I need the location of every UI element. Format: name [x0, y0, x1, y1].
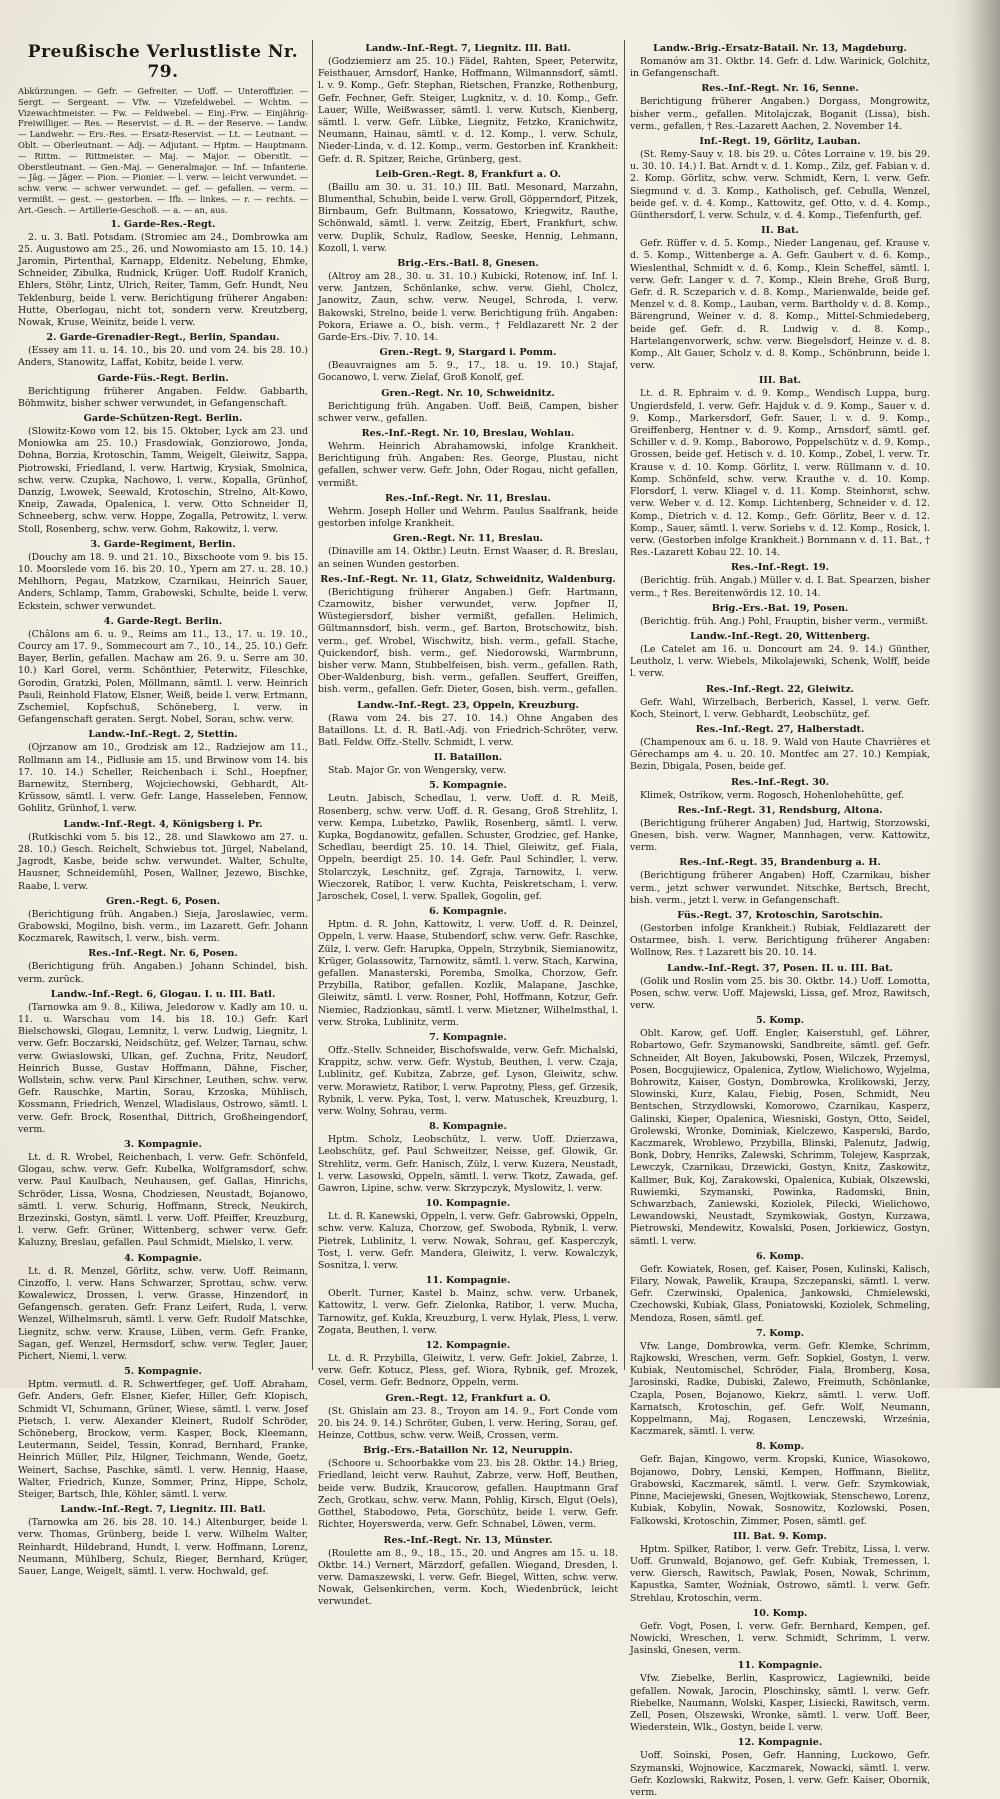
unit-heading: Landw.-Inf.-Regt. 7, Liegnitz. III. Batl.: [365, 43, 571, 54]
unit-heading: 5. Komp.: [755, 1015, 805, 1027]
unit-heading: 4. Kompagnie.: [124, 1252, 202, 1264]
casualty-entry: Klimek, Ostrikow, verm. Rogosch, Hohenlohehütte, gef.: [640, 789, 905, 801]
unit-heading: 4. Garde-Regt. Berlin.: [103, 615, 223, 627]
casualty-entry: Gefr. Vogt, Posen, l. verw. Gefr. Bernhard, Kempen, gef. Nowicki, Wreschen, l. verw. Schmidt, Schrimm, l. verw. Jasinski, Gnesen, verm.: [630, 1620, 930, 1657]
unit-heading: Brig.-Ers.-Batl. 8, Gnesen.: [397, 258, 539, 270]
unit-heading: 10. Kompagnie.: [425, 1198, 511, 1210]
unit-heading: 10. Komp.: [752, 1607, 808, 1619]
casualty-entry: Offz.-Stellv. Schneider, Bischofswalde, verw. Gefr. Michalski, Krappitz, schw. verw. Gefr. Wystub, Beuthen, l. verw. Czaja, Lublinitz, gef. Kubitza, Zabrze, gef. Lyson, Gleiwitz, schw. verw. Morawietz, Ratibor, l. verw. Paprotny, Pless, gef. Grzesik, Rybnik, l. verw. Pyka, Tost, l. verw. Matuschek, Kreuzburg, l. verw. Wolny, Sohrau, verm.: [318, 1045, 619, 1118]
unit-heading: Res.-Inf.-Regt. 27, Halberstadt.: [695, 723, 865, 735]
casualty-entry: Gefr. Kowiatek, Rosen, gef. Kaiser, Posen, Kulinski, Kalisch, Filary, Nowak, Pawelik, Kraupa, Szczepanski, sämtl. l. verw. Gefr. Czerwinski, Opalenica, Jankowski, Chmielewski, Czechowski, Kubiak, Glass, Poniatowski, Koziolek, Schmeling, Mendoza, Rosen, sämtl. gef.: [630, 1263, 930, 1324]
casualty-entry: (Golik und Roslin vom 25. bis 30. Oktbr. 14.) Uoff. Lomotta, Posen, schw. verw. Uoff. Majewski, Lissa, gef. Mroz, Rawitsch, verw.: [630, 975, 930, 1011]
unit-heading: Res.-Inf.-Regt. Nr. 6, Posen.: [88, 948, 238, 960]
casualty-entry: (Slowitz-Kowo vom 12. bis 15. Oktober, Lyck am 23. und Moniowka am 25. 10.) Frasdowiak, Gonziorowo, Jonda, Dohna, Borzia, Krotoschin, Tamm, Weigelt, Gleiwitz, Sappa, Piotrowski, Friedland, l. verw. Hartwig, Krysiak, Smolnica, schw. verw. Czupka, Nachowo, l. verw., Kopalla, Grünhof, Danzig, Lwowek, Seewald, Krotoschin, Strelno, Alt-Kowo, Kneip, Zawada, Opalenica, l. verw. Otto Schneider II, Schneeberg, schw. verw. Hoppe, Zogalla, Petrowitz, l. verw. Stoll, Rosenberg, schw. verw. Gohm, Rakowitz, l. verw.: [18, 426, 308, 535]
unit-heading: Füs.-Regt. 37, Krotoschin, Sarotschin.: [677, 909, 883, 921]
casualty-entry: (Baillu am 30. u. 31. 10.) III. Batl. Mesonard, Marzahn, Blumenthal, Schubin, beide l. verw. Groll, Göpperndorf, Pitzek, Birnbaum, Gefr. Bultmann, Kossatowo, Kriegwitz, Rauthe, Schönwald, sämtl. l. verw. Zeitzig, Ebert, Frankfurt, schw. verw. Duplik, Schulz, Radlow, Seeske, Hennig, Lehmann, Kozoll, l. verw.: [318, 181, 618, 254]
casualty-entry: 2. u. 3. Batl. Potsdam. (Stromiec am 24., Dombrowka am 25. Augustowo am 25., 26. und Nowomiasto am 15. 10. 14.) Jaromin, Pirtenthal, Karnapp, Eldenitz. Nebelung, Ehmke, Schneider, Zibulka, Rudnick, Krüger. Uoff. Rudolf Kranich, Ehlers, Stöhr, Lintz, Ulrich, Reiter, Tamm, Gefr. Hundt, Neu Teklenburg, beide l. verw. Berichtigung früherer Angaben: Hutte, Oberlogau, nicht tot, sondern verw. Kreutzberg, Nowak, Kruse, Weinitz, beide l. verw.: [18, 231, 308, 328]
unit-heading: Res.-Inf.-Regt. 22, Gleiwitz.: [705, 683, 854, 695]
casualty-entry: (Beauvraignes am 5. 9., 17., 18. u. 19. 10.) Stajaf, Gocanowo, l. verw. Zielaf, Groß Konolf, gef.: [318, 360, 618, 384]
casualty-entry: Romanów am 31. Oktbr. 14. Gefr. d. Ldw. Warinick, Golchitz, in Gefangenschaft.: [630, 56, 930, 80]
unit-heading: Res.-Inf.-Regt. Nr. 11, Glatz, Schweidnitz, Waldenburg.: [320, 573, 616, 585]
unit-heading: 11. Kompagnie.: [737, 1660, 823, 1672]
casualty-entry: Gefr. Rüffer v. d. 5. Komp., Nieder Langenau, gef. Krause v. d. 5. Komp., Wittenberge a. A. Gefr. Gaubert v. d. 6. Komp., Wieslenthal, Schmidt v. d. 6. Komp., Klein Scheffel, sämtl. l. verw. Gefr. Langer v. d. 7. Komp., Klein Brehe, Groß Burg, Gefr. d. R. Sczeparich v. d. 8. Komp., Marienwalde, beide gef. Menzel v. d. 8. Komp., Lauban, verm. Bartholdy v. d. 8. Komp., Bärengrund, Weiner v. d. 8. Komp., Mittel-Schmiedeberg, beide gef. Gefr. d. R. Ludwig v. d. 8. Komp., Hartelangenvorwerk, schw. verw. Biegelsdorf, Heinze v. d. 8. Komp., Alt Gauer, Scholz v. d. 8. Komp., Schönbrunn, beide l. verw.: [630, 238, 930, 372]
casualty-entry: Wehrm. Heinrich Abrahamowski, infolge Krankheit. Berichtigung früh. Angaben: Res. George, Plustau, nicht gefallen, schwer verw. Gefr. John, Oder Rogau, nicht gefallen, vermißt.: [318, 441, 618, 489]
casualty-entry: Leutn. Jabisch, Schedlau, l. verw. Uoff. d. R. Meiß, Rosenberg, schw. verw. Uoff. d. R. Gesang, Groß Strehlitz, l. verw. Kempa, Lubetzko, Pawlik, Rosenberg, sämtl. l. verw. Kupka, Bogdanowitz, gefallen. Schuster, Grodziec, gef. Hanke, Schedlau, beerdigt 25. 10. 14. Thiel, Gleiwitz, gef. Fiala, Oppeln, beerdigt 25. 10. 14. Gefr. Paul Schindler, l. verw. Stolarczyk, Leschnitz, gef. Zgraja, Tarnowitz, l. verw. Wieczorek, Ratibor, l. verw. Kuchta, Peiskretscham, l. verw. Jaroschek, Cosel, l. verw. Spallek, Gogolin, gef.: [318, 793, 618, 902]
casualty-entry: (Berichtigung früh. Angaben.) Sieja, Jaroslawiec, verm. Grabowski, Mogilno, bish. verm., im Lazarett. Gefr. Johann Koczmarek, Rawitsch, l. verw., bish. verm.: [18, 908, 308, 945]
unit-heading: Gren.-Regt. Nr. 10, Schweidnitz.: [381, 387, 555, 399]
casualty-entry: (Gestorben infolge Krankheit.) Rubiak, Feldlazarett der Ostarmee, bish. l. verw. Berichtigung früherer Angaben: Wollnow, Res. † Lazarett bis 20. 10. 14.: [630, 922, 930, 959]
casualty-entry: Uoff. Soinski, Posen, Gefr. Hanning, Luckowo, Gefr. Szymanski, Wojnowice, Kaczmarek, Nowacki, sämtl. l. verw. Gefr. Kozlowski, Rakwitz, Posen, l. verw. Gefr. Kaiser, Obornik, verm.: [630, 1750, 930, 1798]
abbreviations-legend: Abkürzungen. — Gefr. — Gefreiter. — Uoff. — Unteroffizier. — Sergt. — Sergeant. — Vfw. — Vizefeldwebel. — Wchtm. — Vizewachtmeister. — Fw. — Feldwebel. — Einj.-Frw. — Einjährig-Freiwilliger. — Res. — Reservist. — d. R. — der Reserve. — Landw. — Landwehr. — Ers.-Res. — Ersatz-Reservist. — Lt. — Leutnant. — Oblt. — Oberleutnant. — Adj. — Adjutant. — Hptm. — Hauptmann. — Rittm. — Rittmeister. — Maj. — Major. — Oberstlt. — Oberstleutnant. — Gen.-Maj. — Generalmajor. — Inf. — Infanterie. — Jäg. — Jäger. — Pion. — Pionier. — l. verw. — leicht verwundet. — schw. verw. — schwer verwundet. — gef. — gefallen. — verm. — vermißt. — gest. — gestorben. — Ifb. — linkes. — r. — rechts. — Art.-Gesch. — Artillerie-Geschoß. — a. — an, aus.: [18, 86, 308, 215]
casualty-entry: Oblt. Karow, gef. Uoff. Engler, Kaiserstuhl, gef. Löhrer, Robartowo, Gefr. Szymanowski, Sandbreite, sämtl. gef. Gefr. Schneider, Alt Boyen, Jakubowski, Posen, Wilczek, Przemysl, Posen, Bocgujiewicz, Opalenica, Zytlow, Wielichowo, Wyjelma, Bohrowitz, Kaiser, Gostyn, Dombrowka, Krolikowski, Jerzy, Slowinski, Kurz, Kalau, Fiebig, Posen, Schmidt, Neu Bentschen, Strzydlowski, Komorowo, Czarnikau, Kasperz, Galinski, Kieper, Opalenica, Wiesniski, Gostyn, Otto, Seidel, Grolewski, Wronke, Dominiak, Kielczewo, Kasperski, Bardo, Kaczmarek, Wroblewo, Przybilla, Blinski, Palenutz, Jadwig, Bonk, Dobry, Henriks, Zalewski, Schrimm, Tolejew, Kasprzak, Lewczyk, Czarnikau, Drzewicki, Gostyn, Knitz, Zaskowitz, Kallmer, Buk, Koj, Zarakowski, Opalenica, Kubiak, Olszewski, Ruwiemki, Szymanski, Powinka, Radomski, Bnin, Schwarzbach, Zaniewski, Koziolek, Pilecki, Wielichowo, Lewandowski, Neustadt, Szymkowiak, Gostyn, Kurzawa, Pietrowski, Mendewitz, Kowalski, Posen, Jorkiewicz, Gostyn, sämtl. l. verw.: [630, 1028, 930, 1247]
casualty-entry: (Champenoux am 6. u. 18. 9. Wald von Haute Chavrières et Gérechamps am 4. u. 20. 10. Montfec am 27. 10.) Kempiak, Bezin, Dbigala, Posen, beide gef.: [630, 736, 930, 773]
unit-heading: 7. Kompagnie.: [429, 1032, 507, 1043]
casualty-entry: (Godziemierz am 25. 10.) Fädel, Rahten, Speer, Peterwitz, Feisthauer, Arnsdorf, Hanke, Hoffmann, Wilmannsdorf, sämtl. l. v. 9. Komp., Gefr. Stephan, Rietschen, Franzke, Rothenburg, Gefr. Fechner, Gefr. Steiger, Lugknitz, v. d. 10. Komp., Gefr. Lauer, Wille, Weißwasser, sämtl. l. verw. Kutsch, Kienberg, sämtl. l. verw. Gefr. Lübke, Liegnitz, Fetzko, Kranichwitz, Neumann, Hainau, sämtl. v. d. 12. Komp., l. verw. Schulz, Nieder-Linda, v. d. 12. Komp., verm. Gestorben inf. Krankheit: Gefr. d. R. Spitzer, Reiche, Grünberg, gest.: [318, 56, 618, 165]
casualty-entry: Lt. d. R. Przybilla, Gleiwitz, l. verw. Gefr. Jokiel, Zabrze, l. verw. Gefr. Kotucz, Pless, gef. Wiora, Rybnik, gef. Mrozek, Cosel, verm. Gefr. Bednorz, Oppeln, verm.: [318, 1353, 618, 1389]
casualty-entry: Oberlt. Turner, Kastel b. Mainz, schw. verw. Urbanek, Kattowitz, l. verw. Gefr. Zielonka, Ratibor, l. verw. Mucha, Tarnowitz, gef. Kukla, Kreuzburg, l. verw. Hylak, Pless, l. verw. Zogata, Beuthen, l. verw.: [318, 1288, 618, 1336]
column-2: [318, 40, 619, 1608]
unit-heading: 7. Komp.: [755, 1327, 805, 1339]
casualty-entry: Vfw. Lange, Dombrowka, verm. Gefr. Klemke, Schrimm, Rajkowski, Wreschen, verm. Gefr. Sopkiel, Gostyn, l. verw. Kubiak, Neutomischel, Schröder, Fiala, Bromberg, Kosa, Jarosinski, Radke, Dubiski, Zalewo, Freimuth, Schönlanke, Czapla, Posen, Bojanowo, Kiekrz, sämtl. l. verw. Uoff. Karnatsch, Krotoschin, gef. Gefr. Wolf, Neumann, Koppelmann, Maj, Rogasen, Lenczewski, Września, Kaczmarek, sämtl. l. verw.: [630, 1340, 930, 1438]
casualty-entry: Hptm. Spilker, Ratibor, l. verw. Gefr. Trebitz, Lissa, l. verw. Uoff. Grunwald, Bojanowo, gef. Gefr. Kubiak, Tremessen, l. verw. Giersch, Rawitsch, Pawlak, Posen, Nowak, Schrimm, Kapustka, Samter, Woźniak, Ostrowo, sämtl. l. verw. Gefr. Strehlau, Krotoschin, verm.: [630, 1543, 930, 1604]
unit-heading: Res.-Inf.-Regt. Nr. 16, Senne.: [701, 83, 859, 95]
casualty-entry: Berichtigung früherer Angaben.) Dorgass, Mongrowitz, bisher verm., gefallen. Mitolajczak, Boganit (Lissa), bish. verm., gefallen, † Res.-Lazarett Aachen, 2. November 14.: [630, 96, 930, 132]
unit-heading: Garde-Schützen-Regt. Berlin.: [83, 413, 243, 424]
unit-heading: III. Bat. 9. Komp.: [733, 1530, 827, 1542]
unit-heading: Landw.-Inf.-Regt. 20, Wittenberg.: [690, 630, 870, 642]
casualty-entry: (Berichtigung früh. Angaben.) Johann Schindel, bish. verm. zurück.: [18, 961, 308, 985]
casualty-entry: (St. Remy-Sauy v. 18. bis 29. u. Côtes Lorraine v. 19. bis 29. u. 30. 10. 14.) I. Bat. Arndt v. d. 1. Komp., Zilz, gef. Fabian v. d. 2. Komp. Görlitz, schw. verw. Schmidt, Kern, l. verw. Gefr. Siegmund v. d. 3. Komp., Katholisch, gef. Cebulla, Wenzel, beide gef. v. d. 4. Komp., Kattowitz, gef. Otto, v. d. 4. Komp., Günthersdorf, l. verw. Schulz, v. d. 4. Komp., Tiefenfurth, gef.: [630, 149, 930, 222]
casualty-entry: (Roulette am 8., 9., 18., 15., 20. und Angres am 15. u. 18. Oktbr. 14.) Vernert, Märzdorf, gefallen. Wiegand, Dresden, l. verw. Damaszewski, l. verw. Gefr. Biegel, Witten, schw. verw. Nowak, Gelsenkirchen, verm. Koch, Wiedenbrück, leicht verwundet.: [318, 1547, 618, 1608]
unit-heading: Brig.-Ers.-Bat. 19, Posen.: [711, 602, 849, 614]
unit-heading: 8. Komp.: [755, 1441, 805, 1453]
casualty-entry: (Rawa vom 24. bis 27. 10. 14.) Ohne Angaben des Bataillons. Lt. d. R. Batl.-Adj. von Friedrich-Schröter, verw. Batl. Feldw. Offz.-Stellv. Schmidt, l. verw.: [318, 712, 618, 748]
unit-heading: 5. Kompagnie.: [429, 780, 507, 792]
unit-heading: Landw.-Inf.-Regt. 7, Liegnitz. III. Batl.: [60, 1504, 266, 1516]
unit-heading: Res.-Inf.-Regt. 35, Brandenburg a. H.: [679, 857, 881, 869]
casualty-entry: (Tarnowka am 26. bis 28. 10. 14.) Altenburger, beide l. verw. Thomas, Grünberg, beide l. verw. Wilhelm Walter, Reinhardt, Hildebrand, Hundt, l. verw. Hoffmann, Lorenz, Neumann, Mühlberg, Schulz, Rieger, Bernhard, Krüger, Sauer, Lange, Weigelt, sämtl. l. verw. Hochwald, gef.: [18, 1517, 308, 1578]
unit-heading: II. Bat.: [761, 225, 799, 237]
unit-heading: Res.-Inf.-Regt. Nr. 10, Breslau, Wohlau.: [361, 428, 575, 440]
unit-heading: Gren.-Regt. Nr. 11, Breslau.: [392, 533, 544, 545]
unit-heading: 1. Garde-Res.-Regt.: [110, 218, 216, 230]
unit-heading: 12. Kompagnie.: [425, 1340, 511, 1352]
column-divider: [312, 40, 313, 1370]
unit-heading: II. Bataillon.: [433, 752, 503, 764]
casualty-entry: Berichtigung früh. Angaben. Uoff. Beiß, Campen, bisher schwer verw., gefallen.: [318, 400, 618, 424]
casualty-entry: Gefr. Wahl, Wirzelbach, Berberich, Kassel, l. verw. Gefr. Koch, Steinort, l. verw. Gebhardt, Leobschütz, gef.: [630, 696, 930, 720]
unit-heading: 8. Kompagnie.: [429, 1121, 507, 1133]
casualty-entry: Hptm. vermutl. d. R. Schwertfeger, gef. Uoff. Abraham, Gefr. Anders, Gefr. Elsner, Kiefer, Hiller, Gefr. Klopisch, Schmidt VI, Schumann, Grüner, Wiese, sämtl. l. verw. Josef Pietsch, l. verw. Alexander Kleinert, Rudolf Schröder, Schöneberg, Brockow, verm. Kasper, Bock, Kleemann, Leutermann, Seidel, Tessin, Konrad, Bernhard, Franke, Heinrich Müller, Pilz, Hilgner, Teichmann, Wende, Goetz, Weinert, Sachse, Paschke, sämtl. l. verw. Hennig, Haase, Walter, Friedrich, Kunze, Sommer, Prinz, Hippe, Scholz, Steiger, Bartsch, Ihle, Köhler, sämtl. l. verw.: [18, 1379, 308, 1501]
binding-shadow: [952, 0, 1000, 1388]
casualty-entry: Stab. Major Gr. von Wengersky, verw.: [328, 765, 507, 777]
casualty-entry: (Berichtigung früherer Angaben) Hoff, Czarnikau, bisher verm., jetzt schwer verwundet. Nitschke, Bertsch, Brecht, bish. verm., jetzt l. verw. in Gefangenschaft.: [630, 870, 930, 906]
unit-heading: Landw.-Inf.-Regt. 6, Glogau. I. u. III. Batl.: [50, 988, 276, 1000]
unit-heading: Leib-Gren.-Regt. 8, Frankfurt a. O.: [375, 168, 561, 180]
casualty-entry: Lt. d. R. Kanewski, Oppeln, l. verw. Gefr. Gabrowski, Oppeln, schw. verw. Kaluza, Chorzow, gef. Swoboda, Rybnik, l. verw. Pietrek, Lublinitz, l. verw. Nowak, Sohrau, gef. Kasperczyk, Tost, l. verw. Gefr. Mandera, Gleiwitz, l. verw. Kowalczyk, Sosnitza, l. verw.: [318, 1211, 618, 1272]
casualty-entry: (Rutkischki vom 5. bis 12., 28. und Slawkowo am 27. u. 28. 10.) Gesch. Reichelt, Schwiebus tot. Jürgel, Nabeland, Jagrodt, Kasbe, beide schw. verwundet. Walter, Schulte, Hausner, Schneidemühl, Posen, Wallner, Jezewo, Bischke, Raabe, l. verw.: [18, 831, 308, 892]
unit-heading: Inf.-Regt. 19, Görlitz, Lauban.: [699, 136, 861, 148]
unit-heading: 11. Kompagnie.: [425, 1275, 511, 1287]
unit-heading: Res.-Inf.-Regt. Nr. 13, Münster.: [383, 1534, 553, 1546]
casualty-entry: (Châlons am 6. u. 9., Reims am 11., 13., 17. u. 19. 10., Courcy am 17. 9., Sommecourt am 7., 10., 14., 25. 10.) Gefr. Bayer, Berlin, gefallen. Machaw am 26. 9. u. Serre am 30. 10.) Karl Gorel, verm. Schönthier, Peterwitz, Fileschke, Gorodin, Gratzki, Polen, Möllmann, sämtl. l. verw. Heinrich Pauli, Reinhold Flatow, Elsner, Weiß, beide l. verw. Ertmann, Zschemiel, Kopfschuß, Schöneberg, l. verw. in Gefangenschaft geraten. Sergt. Nobel, Sorau, schw. verw.: [18, 628, 308, 726]
casualty-entry: Lt. d. R. Ephraim v. d. 9. Komp., Wendisch Luppa, burg. Ungierdsfeld, l. verw. Gefr. Hajduk v. d. 9. Komp., Sauer v. d. 9. Komp., Markersdorf, Gefr. Sauer, l. v. d. 9. Komp., Greiffenberg, Hentner v. d. 9. Komp., Arnsdorf, sämtl. gef. Schiller v. d. 9. Komp., Baborowo, Poppelschütz v. d. 9. Komp., Grossen, beide gef. Hetisch v. d. 10. Komp., Zobel, l. verw. Tr. Krause v. d. 10. Komp. Görlitz, l. verw. Rüllmann v. d. 10. Komp. Schönfeld, schw. verw. Krauthe v. d. 10. Komp. Florsdorf, l. verw. Kliagel v. d. 11. Komp. Steinhorst, schw. verw. Weber v. d. 12. Komp. Lichtenberg, Schneider v. d. 12. Komp., Dietrich v. d. 12. Komp., Gefr. Görlitz, Beer v. d. 12. Komp., Sauer, sämtl. l. verw. Soriebs v. d. 12. Komp., Rosick, l. verw. (Gestorben infolge Krankheit.) Bornmann v. d. 11. Bat., † Res.-Lazarett Kobau 22. 10. 14.: [630, 388, 930, 559]
unit-heading: 5. Kompagnie.: [124, 1366, 202, 1378]
casualty-entry: (Le Catelet am 16. u. Doncourt am 24. 9. 14.) Günther, Leutholz, l. verw. Wiebels, Mikolajewski, Schenk, Wolff, beide l. verw.: [630, 643, 930, 680]
unit-heading: 3. Garde-Regiment, Berlin.: [90, 538, 236, 550]
unit-heading: Landw.-Brig.-Ersatz-Batail. Nr. 13, Magdeburg.: [653, 43, 907, 54]
casualty-entry: (Berichtig. früh. Ang.) Pohl, Frauptin, bisher verm., vermißt.: [640, 615, 929, 627]
casualty-entry: (Essey am 11. u. 14. 10., bis 20. und vom 24. bis 28. 10.) Anders, Stanowitz, Laffat, Kobitz, beide l. verw.: [18, 345, 308, 369]
unit-heading: Landw.-Inf.-Regt. 4, Königsberg i. Pr.: [63, 818, 263, 830]
column-3: [630, 40, 930, 1798]
unit-heading: 6. Kompagnie.: [429, 906, 507, 918]
casualty-entry: Lt. d. R. Wrobel, Reichenbach, l. verw. Gefr. Schönfeld, Glogau, schw. verw. Gefr. Kubelka, Wolfgramsdorf, schw. verw. Paul Kaulbach, Neuhausen, gef. Gallas, Hinrichs, Schröder, Lissa, Wosna, Chodziesen, Neustadt, Bojanowo, sämtl. l. verw. Schurig, Hoffmann, Streck, Neukirch, Brzezinski, Gostyn, sämtl. l. verw. Uoff. Pfeiffer, Kreuzburg, l. verw. Gefr. Grüner, Wittenberg, schwer verw. Gefr. Kaluzny, Breslau, gefallen. Paul Schmidt, Mielsko, l. verw.: [18, 1151, 308, 1249]
unit-heading: Res.-Inf.-Regt. Nr. 11, Breslau.: [385, 492, 551, 504]
unit-heading: Res.-Inf.-Regt. 30.: [731, 776, 829, 788]
unit-heading: Landw.-Inf.-Regt. 2, Stettin.: [88, 729, 238, 741]
column-divider: [624, 40, 625, 1370]
casualty-entry: Wehrm. Joseph Holler und Wehrm. Paulus Saalfrank, beide gestorben infolge Krankheit.: [318, 505, 618, 530]
casualty-entry: (Schoore u. Schoorbakke vom 23. bis 28. Oktbr. 14.) Brieg, Friedland, leicht verw. Rauhut, Zabrze, verw. Hoff, Beuthen, beide verw. Budzik, Kraucorow, gefallen. Hauptmann Graf Zech, Grotkau, schw. verw. Mann, Pohlig, Kirsch, Elgut (Oels), Gotthel, Stabodowo, Peta, Gorschütz, beide l. verw. Gefr. Richter, Hoyerswerda, verw. Gefr. Schnabel, Löwen, verm.: [318, 1458, 618, 1531]
casualty-entry: (Berichtigung früherer Angaben) Jud, Hartwig, Storzowski, Gnesen, bish. verw. Wagner, Mannhagen, verw. Kattowitz, verm.: [630, 817, 930, 854]
casualty-entry: (Dinaville am 14. Oktbr.) Leutn. Ernst Waaser, d. R. Breslau, an seinen Wunden gestorben.: [318, 546, 618, 570]
casualty-entry: (Douchy am 18. 9. und 21. 10., Bixschoote vom 9. bis 15. 10. Moorslede vom 16. bis 20. 10., Ypern am 27. u. 28. 10.) Mehlhorn, Pegau, Matzkow, Czarnikau, Heinrich Sauer, Anders, Schlamp, Tamm, Grabowski, Schulte, beide l. verw. Eckstein, schwer verwundet.: [18, 551, 308, 612]
casualty-entry: Hptm. d. R. John, Kattowitz, l. verw. Uoff. d. R. Deinzel, Oppeln, l. verw. Haase, Stubendorf, schw. verw. Gefr. Raschke, Zülz, l. verw. Gefr. Harupka, Oppeln, Strzybnik, Siemianowitz, Krüger, Golassowitz, Tarnowitz, sämtl. l. verw. Stach, Karwina, gefallen. Manasterski, Poremba, Smolka, Chorzow, Gefr. Przybilla, Ratibor, gefallen. Kozlik, Malapane, Jaschke, Gleiwitz, sämtl. l. verw. Rosner, Pohl, Hoffmann, Kotzur, Gefr. Niemiec, Radzionkau, sämtl. l. verw. Mietzner, Wilhelmsthal, l. verw. Stroka, Lublinitz, verm.: [318, 919, 618, 1028]
unit-heading: 3. Kompagnie.: [124, 1138, 202, 1150]
column-1: [18, 40, 308, 1578]
casualty-entry: Lt. d. R. Menzel, Görlitz, schw. verw. Uoff. Reimann, Cinzoffo, l. verw. Hans Schwarzer, Sprottau, schw. verw. Kowalewicz, Drossen, l. verw. Grasse, Hinzendorf, in Gefangensch. geraten. Gefr. Franz Leifert, Ruda, l. verw. Wenzel, Wilhelmsruh, sämtl. l. verw. Gefr. Rudolf Matschke, Liegnitz, schw. verw. Krause, Lüben, verm. Gefr. Franke, Sagan, gef. Wenzel, Hermsdorf, schw. verw. Tegler, Jauer, Pichert, Niemi, l. verw.: [18, 1265, 308, 1362]
unit-heading: 6. Komp.: [755, 1250, 805, 1262]
unit-heading: Landw.-Inf.-Regt. 37, Posen. II. u. III. Bat.: [667, 962, 893, 974]
unit-heading: Gren.-Regt. 9, Stargard i. Pomm.: [379, 347, 557, 359]
unit-heading: Gren.-Regt. 12, Frankfurt a. O.: [385, 1392, 551, 1404]
casualty-entry: (Altroy am 28., 30. u. 31. 10.) Kubicki, Rotenow, inf. Inf. l. verw. Jantzen, Schönlanke, schw. verw. Giehl, Cholcz, Janowitz, Zaun, schw. verw. Neugel, Schroda, l. verw. Bakowski, Strelno, beide l. verw. Berichtigung früh. Angaben: Pokora, Eriawe a. O., bish. verm., † Feldlazarett Nr. 2 der Garde-Ers.-Div. 7. 10. 14.: [318, 271, 618, 344]
unit-heading: Res.-Inf.-Regt. 19.: [731, 562, 829, 574]
unit-heading: Landw.-Inf.-Regt. 23, Oppeln, Kreuzburg.: [357, 699, 579, 711]
casualty-entry: Hptm. Scholz, Leobschütz, l. verw. Uoff. Dzierzawa, Leobschütz, gef. Paul Schweitzer, Neisse, gef. Glowik, Gr. Strehlitz, verm. Gefr. Hanisch, Zülz, l. verw. Kuzera, Neustadt, l. verw. Lasowski, Oppeln, sämtl. l. verw. Tkotz, Zawada, gef. Gawron, Lipine, schw. verw. Skrzypczyk, Myslowitz, l. verw.: [318, 1134, 618, 1195]
unit-heading: Gren.-Regt. 6, Posen.: [105, 895, 221, 907]
casualty-entry: (St. Ghislain am 23. 8., Troyon am 14. 9., Fort Conde vom 20. bis 24. 9. 14.) Schröter, Guben, l. verw. Hering, Sorau, gef. Heinze, Cottbus, schw. verw. Weiß, Crossen, verm.: [318, 1405, 618, 1442]
casualty-entry: Berichtigung früherer Angaben. Feldw. Gabbarth, Böhmwitz, bisher schwer verwundet, in Gefangenschaft.: [18, 385, 308, 409]
casualty-entry: (Tarnowka am 9. 8., Kiliwa, Jeledorow v. Kadly am 10. u. 11. u. Warschau vom 14. bis 18. 10.) Gefr. Karl Bielschowski, Glogau, Lemnitz, l. verw. Ludwig, Liegnitz, l. verw. Gefr. Boczarski, Neidschütz, gef. Welzer, Tarnau, schw. verw. Gwiaslowski, Ulkan, gef. Zuchna, Fritz, Neudorf, Heinrich Busse, Gustav Hoffmann, Dähne, Fischer, Wollstein, schw. verw. Paul Kirschner, Leuthen, schw. verw. Gefr. Rauschke, Martin, Sorau, Krzoska, Mühlisch, Kossmann, Friedrich, Wenzel, Wladislaus, Ostrowo, sämtl. l. verw. Gefr. Brock, Rosenthal, Dittrich, Großheingendorf, verm.: [18, 1001, 308, 1135]
casualty-entry: Vfw. Ziebelke, Berlin, Kasprowicz, Lagiewniki, beide gefallen. Nowak, Jarocin, Ploschinsky, sämtl. l. verw. Gefr. Riebelke, Naumann, Wolski, Kasper, Lisiecki, Rawitsch, verm. Zell, Posen, Olszewski, Wronke, sämtl. l. verw. Uoff. Beer, Wiederstein, Wlk., Gostyn, beide l. verw.: [630, 1673, 930, 1734]
casualty-entry: Gefr. Bajan, Kingowo, verm. Kropski, Kunice, Wiasokowo, Bojanowo, Dobry, Lenski, Kempen, Hoffmann, Bielitz, Grabowski, Kaczmarek, sämtl. l. verw. Gefr. Szymkowiak, Pinne, Maciejewski, Gnesen, Wojtkowiak, Stenschewo, Lorenz, Kubiak, Kobylin, Nowak, Sosnowitz, Kozlowski, Posen, Falkowski, Krotoschin, Zimmer, Posen, sämtl. gef.: [630, 1454, 930, 1527]
unit-heading: 2. Garde-Grenadier-Regt., Berlin, Spandau.: [46, 332, 280, 344]
casualty-entry: (Berichtigung früherer Angaben.) Gefr. Hartmann, Czarnowitz, bisher verwundet, verw. Jopfner II, Wüstegiersdorf, bisher vermißt, gefallen. Helimich, Gültmannsdorf, bish. verm., gef. Barton, Brotschowitz, bish. verm., gef. Wrobel, Wischwitz, bish. verm., gefall. Stache, Quickendorf, bish. verm., gef. Niedorowski, Warmbrunn, bisher verw. Mann, Stubbelfeisen, bish. verm., gefallen. Rath, Ober-Waldenburg, bish. verm., gefallen. Seuffert, Greiffen, bish. verm., gefallen. Gefr. Dieter, Gosen, bish. verm., gefallen.: [318, 586, 618, 696]
casualty-entry: (Ojrzanow am 10., Grodzisk am 12., Radziejow am 11., Rollmann am 14., Pidlusie am 15. und Brwinow vom 14. bis 17. 10. 14.) Scheller, Reichenbach i. Schl., Hoepfner, Barnewitz, Sternberg, Wojciechowski, Gebhardt, Alt-Krüssow, sämtl. l. verw. Gefr. Lange, Hasseleben, Fennow, Gohlitz, Grünhof, l. verw.: [18, 742, 308, 815]
unit-heading: 12. Kompagnie.: [737, 1737, 823, 1749]
unit-heading: Garde-Füs.-Regt. Berlin.: [97, 372, 229, 384]
page-title: Preußische Verlustliste Nr. 79.: [27, 42, 299, 82]
casualty-entry: (Berichtig. früh. Angab.) Müller v. d. I. Bat. Spearzen, bisher verm., † Res. Bereitenwördis 12. 10. 14.: [630, 575, 930, 599]
unit-heading: Res.-Inf.-Regt. 31, Rendsburg, Altona.: [677, 804, 883, 816]
unit-heading: III. Bat.: [758, 375, 802, 387]
unit-heading: Brig.-Ers.-Bataillon Nr. 12, Neuruppin.: [363, 1445, 573, 1457]
